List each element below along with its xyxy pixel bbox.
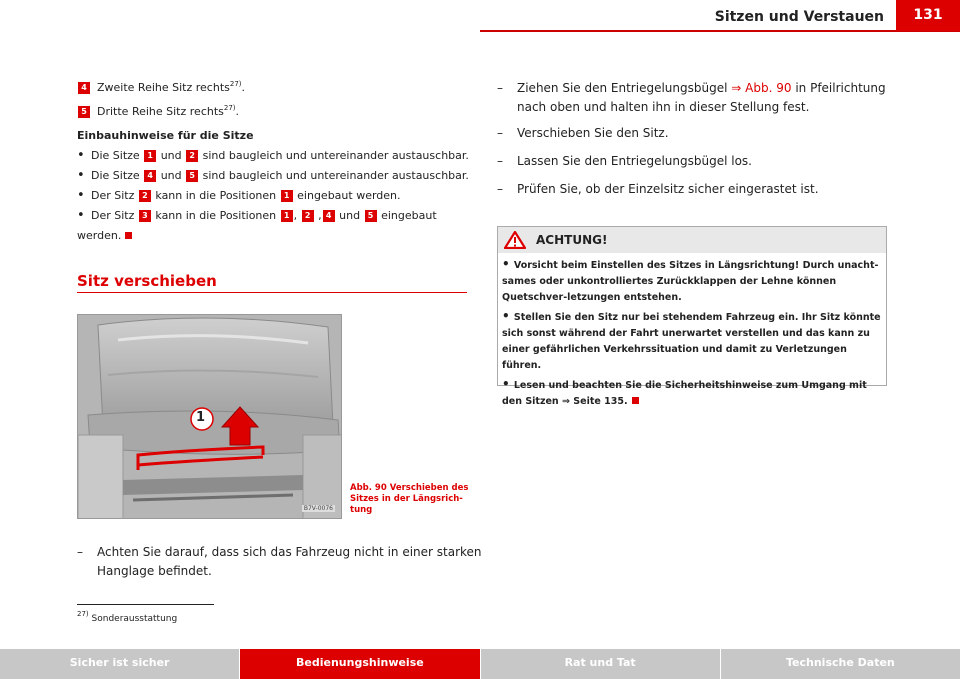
bullet-icon: •: [77, 208, 85, 223]
footnote: $^{27)}$ Sonderausstattung: [77, 610, 178, 624]
bullet-icon: •: [77, 148, 85, 163]
tab-rat-und-tat[interactable]: Rat und Tat: [481, 649, 721, 679]
warning-title: ACHTUNG!: [536, 233, 608, 247]
step-item: – Ziehen Sie den Entriegelungsbügel ⇒ Abb. 90 in Pfeilrichtung nach oben und halten ihn in dieser Stellung fest.: [497, 81, 886, 114]
bullet-icon: •: [77, 188, 85, 203]
tab-sicher-ist-sicher[interactable]: Sicher ist sicher: [0, 649, 240, 679]
install-heading: Einbauhinweise für die Sitze: [77, 129, 254, 142]
figure-code: B7V-0076: [303, 505, 333, 512]
step-item: – Prüfen Sie, ob der Einzelsitz sicher eingerastet ist.: [497, 182, 819, 196]
bullet-icon: •: [77, 168, 85, 183]
end-mark-icon: [632, 397, 639, 404]
chapter-title: Sitzen und Verstauen: [714, 9, 884, 25]
position-badge: 4: [78, 82, 90, 94]
seat-figure: [77, 314, 342, 519]
bullet-item: • Die Sitze 4 und 5 sind baugleich und untereinander austauschbar.: [77, 166, 467, 186]
warning-header: [498, 227, 886, 253]
seat-illustration: [78, 315, 342, 519]
left-column: [77, 74, 467, 246]
header-rule: [480, 30, 960, 32]
section-title: Sitz verschieben: [77, 272, 217, 290]
warning-body: • Vorsicht beim Einstellen des Sitzes in Längsrichtung! Durch unacht-sames oder unkontrolliertes Zurückklappen der Lehne können Quetschver-letzungen entstehen. • Stellen Sie den Sitz nur bei stehendem Fahrzeug ein. Ihr Sitz könnte sich sonst während der Fahrt unerwartet verstellen und das kann zu einer gefährlichen Verkehrssituation und damit zu Verletzungen führen. • Lesen und beachten Sie die Sicherheitshinweise zum Umgang mit den Sitzen ⇒ Seite 135.: [502, 257, 881, 407]
section-rule: [77, 292, 467, 293]
step-item: – Verschieben Sie den Sitz.: [497, 126, 669, 140]
end-mark-icon: [125, 232, 132, 239]
page-number: 131: [896, 0, 960, 31]
list-item: 5 Dritte Reihe Sitz rechts$^{27)}$.: [77, 98, 467, 122]
page-header: [0, 0, 960, 34]
footnote-rule: [77, 604, 214, 605]
bullet-item: • Der Sitz 3 kann in die Positionen 1 , 2 , 4 und 5 eingebaut: [77, 206, 467, 226]
step-item: – Achten Sie darauf, dass sich das Fahrzeug nicht in einer starken Hanglage befindet.: [77, 545, 482, 578]
warning-box: [497, 226, 887, 407]
list-item: 4 Zweite Reihe Sitz rechts$^{27)}$.: [77, 74, 467, 98]
page-link[interactable]: Seite 135.: [573, 396, 628, 407]
warning-triangle-icon: [504, 231, 526, 249]
bullet-item: • Der Sitz 2 kann in die Positionen 1 eingebaut werden.: [77, 186, 467, 206]
footer-nav: [0, 649, 960, 679]
figure-caption: Abb. 90 Verschieben des Sitzes in der Längsrich-tung: [350, 483, 469, 515]
figure-link[interactable]: Abb. 90: [745, 81, 792, 95]
bullet-wrap: werden.: [77, 226, 467, 246]
step-item: – Lassen Sie den Entriegelungsbügel los.: [497, 154, 752, 168]
callout-label: 1: [196, 410, 206, 425]
tab-bedienungshinweise[interactable]: Bedienungshinweise: [240, 649, 480, 679]
position-badge: 5: [78, 106, 90, 118]
tab-technische-daten[interactable]: Technische Daten: [721, 649, 960, 679]
bullet-item: • Die Sitze 1 und 2 sind baugleich und untereinander austauschbar.: [77, 146, 467, 166]
